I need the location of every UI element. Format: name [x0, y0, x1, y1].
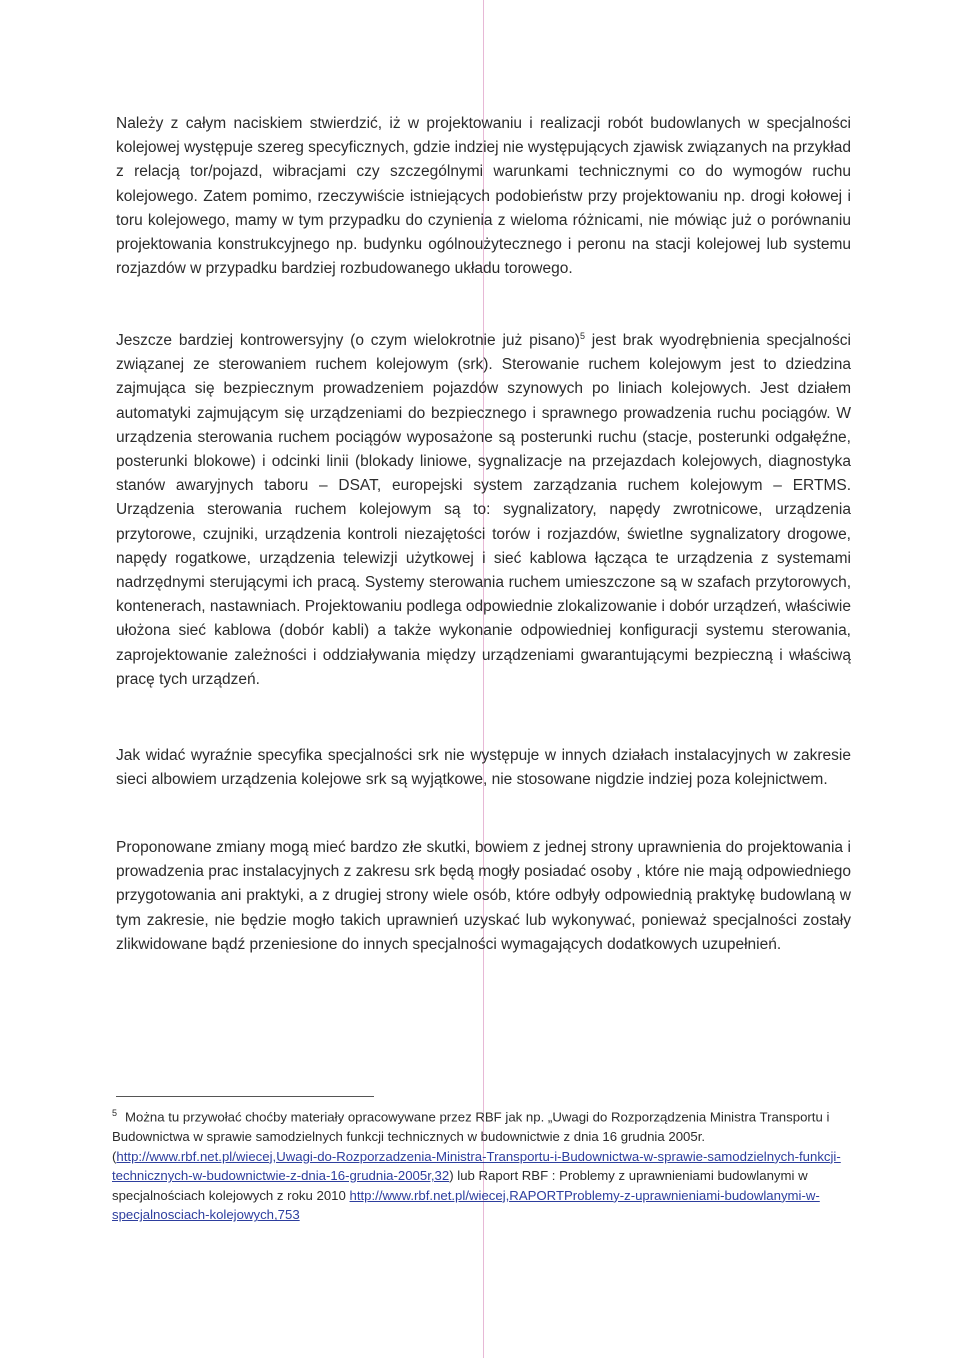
footnote-text-2: ) lub Raport RBF : Problemy z uprawnieniami budowlanymi w specjalnościach kolejowych z roku 2010 — [112, 1168, 808, 1203]
paragraph-2-rest: jest brak wyodrębnienia specjalności związanej ze sterowaniem ruchem kolejowym (srk). Sterowanie ruchem kolejowym jest to dziedzina zajmująca się bezpiecznym prowadzeniem pojazdów szynowych po liniach kolejowych. Jest działem automatyki zajmującym się urządzeniami do bezpiecznego i sprawnego prowadzenia ruchu pociągów. W urządzenia sterowania ruchem pociągów wyposażone są posterunki ruchu (stacje, posterunki odgałęźne, posterunki blokowe) i odcinki linii (blokady liniowe, sygnalizacje na przejazdach kolejowych, diagnostyka stanów awaryjnych taboru – DSAT, europejski system zarządzania ruchem kolejowym – ERTMS. Urządzenia sterowania ruchem kolejowym są to: sygnalizatory, napędy zwrotnicowe, urządzenia przytorowe, czujniki, urządzenia kontroli niezajętości torów i rozjazdów, świetlne sygnalizatory drogowe, napędy rogatkowe, urządzenia telewizji użytkowej i sieć kablowa łącząca te urządzenia z systemami nadrzędnymi sterującymi ich pracą. Systemy sterowania ruchem umieszczone są w szafach przytorowych, kontenerach, nastawniach. Projektowaniu podlega odpowiednie zlokalizowanie i dobór urządzeń, właściwie ułożona sieć kablowa (dobór kabli) a także wykonanie odpowiedniej konfiguracji systemu sterowania, zaprojektowanie zależności i oddziaływania między urządzeniami gwarantującymi bezpieczną i właściwą pracę tych urządzeń. — [116, 332, 851, 688]
paragraph-2 — [116, 329, 851, 692]
paragraph-2-start: Jeszcze bardziej kontrowersyjny (o czym wielokrotnie już pisano) — [116, 332, 580, 349]
footnote-separator — [116, 1096, 374, 1097]
paragraph-1: Należy z całym naciskiem stwierdzić, iż w projektowaniu i realizacji robót budowlanych w specjalności kolejowej występuje szereg specyficznych, gdzie indziej nie występujących zjawisk związanych na przykład z relacją tor/pojazd, wibracjami czy szczególnymi warunkami technicznymi co do wymogów ruchu kolejowego. Zatem pomimo, rzeczywiście istniejących podobieństw przy projektowaniu np. drogi kołowej i toru kolejowego, mamy w tym przypadku do czynienia z wieloma różnicami, nie mówiąc już o porównaniu projektowania konstrukcyjnego np. budynku ogólnoużytecznego i peronu na stacji kolejowej lub systemu rozjazdów w przypadku bardziej rozbudowanego układu torowego. — [116, 115, 851, 278]
footnote-text-1: Można tu przywołać choćby materiały opracowywane przez RBF jak np. „Uwagi do Rozporządzenia Ministra Transportu i Budownictwa w sprawie samodzielnych funkcji technicznych w budownictwie z dnia 16 grudnia 2005r. ( — [112, 1109, 830, 1164]
footnote-link-2[interactable]: http://www.rbf.net.pl/wiecej,RAPORTProblemy-z-uprawnieniami-budowlanymi-w-specjalnosciach-kolejowych,753 — [112, 1187, 820, 1223]
paragraph-3: Jak widać wyraźnie specyfika specjalności srk nie występuje w innych działach instalacyjnych w zakresie sieci albowiem urządzenia kolejowe srk są wyjątkowe, nie stosowane nigdzie indziej poza kolejnictwem. — [116, 747, 851, 789]
footnote — [112, 1104, 852, 1225]
footnote-reference: 5 — [579, 330, 585, 341]
footnote-link-1[interactable]: http://www.rbf.net.pl/wiecej,Uwagi-do-Rozporzadzenia-Ministra-Transportu-i-Budownictwa-w-sprawie-samodzielnych-funkcji-technicznych-w-budownictwie-z-dnia-16-grudnia-2005r,32 — [112, 1148, 841, 1184]
footnote-number: 5 — [112, 1108, 118, 1118]
paragraph-4: Proponowane zmiany mogą mieć bardzo złe skutki, bowiem z jednej strony uprawnienia do projektowania i prowadzenia prac instalacyjnych z zakresu srk będą mogły posiadać osoby , które nie mają odpowiedniego przygotowania ani praktyki, a z drugiej strony wiele osób, które odbyły odpowiednią praktykę budowlaną w tym zakresie, nie będzie mogło takich uprawnień uzyskać lub wykonywać, ponieważ specjalności zostały zlikwidowane bądź przeniesione do innych specjalności wymagających dodatkowych uzupełnień. — [116, 839, 851, 953]
